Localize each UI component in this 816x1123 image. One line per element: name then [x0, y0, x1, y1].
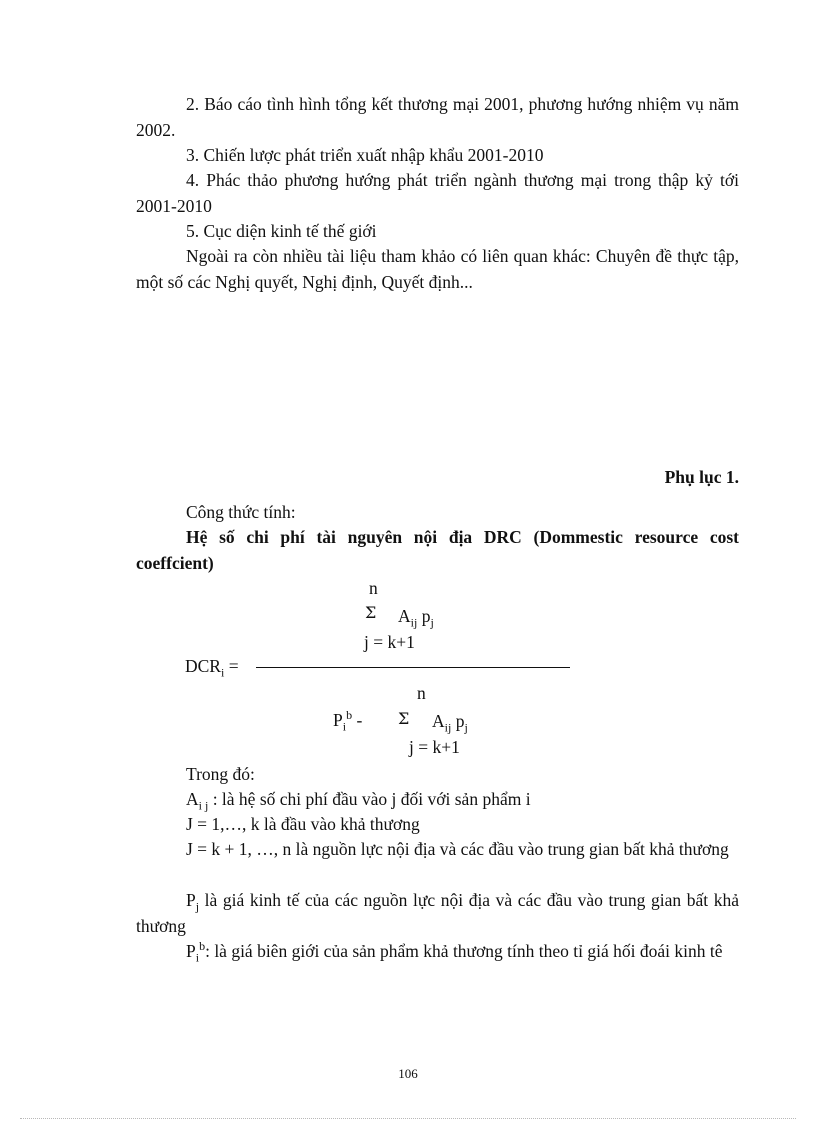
- j-tradable-definition: J = 1,…, k là đầu vào khả thương: [186, 814, 420, 834]
- fraction-line: [256, 667, 570, 668]
- lhs-term: [185, 656, 239, 680]
- equals-sign: =: [228, 656, 239, 676]
- pib-definition: [136, 939, 739, 965]
- numerator-sigma: Σ: [365, 603, 377, 622]
- pib-subscript: i: [195, 950, 200, 965]
- a-symbol: A: [398, 606, 411, 626]
- denominator-term: [432, 711, 468, 735]
- pib-text: : là giá biên giới của sản phẩm khả thương tính theo tỉ giá hối đoái kinh tê: [205, 941, 723, 961]
- a-subscript: ij: [410, 615, 418, 630]
- denominator-sigma: Σ: [398, 709, 410, 728]
- page-bottom-divider: [20, 1118, 796, 1119]
- a-subscript: ij: [444, 720, 452, 735]
- appendix-heading: Phụ lục 1.: [664, 467, 739, 487]
- j-nontradable-definition: J = k + 1, …, n là nguồn lực nội địa và các đầu vào trung gian bất khả thương: [186, 839, 729, 859]
- denominator-lower-limit: j = k+1: [409, 737, 460, 757]
- numerator-upper-limit: n: [369, 578, 378, 598]
- a-symbol: A: [432, 711, 445, 731]
- pib-symbol: P: [333, 710, 343, 730]
- dcr-subscript: i: [220, 665, 225, 680]
- pj-definition: [136, 888, 739, 939]
- formula-title: Hệ số chi phí tài nguyên nội địa DRC (Dommestic resource cost coeffcient): [136, 527, 739, 573]
- dcr-symbol: DCR: [185, 656, 221, 676]
- aij-symbol: A: [186, 789, 199, 809]
- denominator-upper-limit: n: [417, 683, 426, 703]
- pib-superscript: b: [199, 939, 206, 954]
- p-symbol: p: [455, 711, 465, 731]
- aij-text: : là hệ số chi phí đầu vào j đối với sản phẩm i: [208, 789, 531, 809]
- pj-symbol: P: [186, 890, 196, 910]
- minus-sign: -: [356, 710, 363, 730]
- pib-superscript: b: [346, 708, 353, 723]
- reference-item-5: 5. Cục diện kinh tế thế giới: [186, 221, 377, 241]
- reference-item-2: 2. Báo cáo tình hình tổng kết thương mại 2001, phương hướng nhiệm vụ năm 2002.: [136, 94, 739, 140]
- where-label: Trong đó:: [186, 764, 255, 784]
- denominator-p-term: [333, 708, 363, 734]
- p-subscript: j: [430, 615, 434, 630]
- pib-subscript: i: [342, 719, 347, 734]
- pib-symbol: P: [186, 941, 196, 961]
- p-symbol: p: [421, 606, 431, 626]
- p-subscript: j: [464, 720, 468, 735]
- pj-text: là giá kinh tế của các nguồn lực nội địa và các đầu vào trung gian bất khả thương: [136, 890, 739, 936]
- reference-item-3: 3. Chiến lược phát triển xuất nhập khẩu 2001-2010: [186, 145, 544, 165]
- reference-other: Ngoài ra còn nhiều tài liệu tham khảo có liên quan khác: Chuyên đề thực tập, một số các Nghị quyết, Nghị định, Quyết định...: [136, 246, 739, 292]
- aij-subscript: i j: [198, 798, 209, 813]
- pj-subscript: j: [195, 899, 200, 914]
- reference-item-4: 4. Phác thảo phương hướng phát triển ngành thương mại trong thập kỷ tới 2001-2010: [136, 170, 739, 216]
- numerator-lower-limit: j = k+1: [364, 632, 415, 652]
- aij-definition: [136, 787, 739, 813]
- page-number: 106: [398, 1066, 418, 1081]
- numerator-term: [398, 606, 434, 630]
- formula-intro: Công thức tính:: [186, 502, 296, 522]
